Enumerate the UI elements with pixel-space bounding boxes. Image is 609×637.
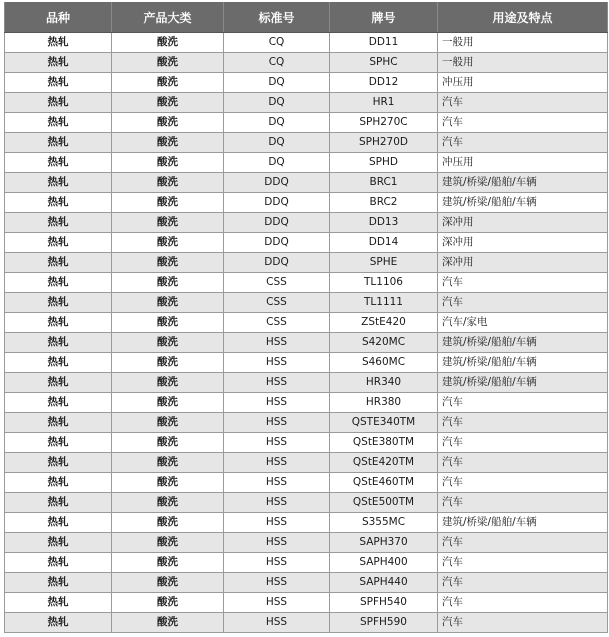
cell-category: 酸洗 xyxy=(112,233,224,253)
cell-category: 酸洗 xyxy=(112,433,224,453)
cell-usage: 汽车 xyxy=(438,453,608,473)
cell-grade: BRC1 xyxy=(330,173,438,193)
cell-usage: 汽车/家电 xyxy=(438,313,608,333)
cell-standard: HSS xyxy=(224,553,330,573)
cell-category: 酸洗 xyxy=(112,393,224,413)
cell-grade: BRC2 xyxy=(330,193,438,213)
cell-usage: 汽车 xyxy=(438,493,608,513)
table-row xyxy=(5,393,608,413)
cell-grade: SPFH540 xyxy=(330,593,438,613)
cell-standard: DQ xyxy=(224,113,330,133)
cell-kind: 热轧 xyxy=(5,593,112,613)
cell-category: 酸洗 xyxy=(112,73,224,93)
table-row xyxy=(5,53,608,73)
table-row xyxy=(5,233,608,253)
cell-grade: HR380 xyxy=(330,393,438,413)
header-kind: 品种 xyxy=(5,2,112,33)
cell-category: 酸洗 xyxy=(112,53,224,73)
cell-grade: SPHC xyxy=(330,53,438,73)
cell-usage: 建筑/桥梁/船舶/车辆 xyxy=(438,193,608,213)
cell-standard: CQ xyxy=(224,53,330,73)
cell-grade: TL1106 xyxy=(330,273,438,293)
cell-standard: HSS xyxy=(224,433,330,453)
cell-usage: 汽车 xyxy=(438,133,608,153)
table-body xyxy=(5,33,608,633)
cell-grade: HR1 xyxy=(330,93,438,113)
table-row xyxy=(5,193,608,213)
cell-grade: SPHE xyxy=(330,253,438,273)
cell-kind: 热轧 xyxy=(5,293,112,313)
cell-standard: HSS xyxy=(224,333,330,353)
cell-standard: HSS xyxy=(224,393,330,413)
cell-grade: SAPH400 xyxy=(330,553,438,573)
cell-kind: 热轧 xyxy=(5,253,112,273)
cell-grade: QStE420TM xyxy=(330,453,438,473)
cell-standard: CSS xyxy=(224,273,330,293)
cell-grade: SAPH370 xyxy=(330,533,438,553)
cell-standard: DDQ xyxy=(224,233,330,253)
cell-usage: 汽车 xyxy=(438,273,608,293)
cell-kind: 热轧 xyxy=(5,613,112,633)
cell-category: 酸洗 xyxy=(112,93,224,113)
cell-category: 酸洗 xyxy=(112,113,224,133)
cell-usage: 建筑/桥梁/船舶/车辆 xyxy=(438,373,608,393)
cell-usage: 深冲用 xyxy=(438,213,608,233)
cell-kind: 热轧 xyxy=(5,453,112,473)
cell-category: 酸洗 xyxy=(112,453,224,473)
table-row xyxy=(5,73,608,93)
cell-standard: HSS xyxy=(224,593,330,613)
header-usage: 用途及特点 xyxy=(438,2,608,33)
cell-category: 酸洗 xyxy=(112,173,224,193)
table-row xyxy=(5,153,608,173)
table-row xyxy=(5,593,608,613)
cell-usage: 深冲用 xyxy=(438,253,608,273)
cell-category: 酸洗 xyxy=(112,253,224,273)
table-row xyxy=(5,173,608,193)
cell-kind: 热轧 xyxy=(5,333,112,353)
table-row xyxy=(5,93,608,113)
cell-usage: 汽车 xyxy=(438,393,608,413)
cell-kind: 热轧 xyxy=(5,273,112,293)
cell-grade: QStE460TM xyxy=(330,473,438,493)
cell-standard: DDQ xyxy=(224,193,330,213)
cell-usage: 汽车 xyxy=(438,433,608,453)
table-row xyxy=(5,133,608,153)
cell-usage: 冲压用 xyxy=(438,153,608,173)
table-row xyxy=(5,213,608,233)
cell-kind: 热轧 xyxy=(5,433,112,453)
table-row xyxy=(5,413,608,433)
cell-category: 酸洗 xyxy=(112,313,224,333)
cell-category: 酸洗 xyxy=(112,153,224,173)
cell-kind: 热轧 xyxy=(5,113,112,133)
table-row xyxy=(5,433,608,453)
cell-grade: SPH270C xyxy=(330,113,438,133)
cell-usage: 建筑/桥梁/船舶/车辆 xyxy=(438,353,608,373)
table-row xyxy=(5,313,608,333)
cell-standard: DDQ xyxy=(224,173,330,193)
cell-standard: CSS xyxy=(224,313,330,333)
cell-category: 酸洗 xyxy=(112,573,224,593)
cell-category: 酸洗 xyxy=(112,373,224,393)
cell-standard: DQ xyxy=(224,153,330,173)
cell-kind: 热轧 xyxy=(5,513,112,533)
cell-kind: 热轧 xyxy=(5,413,112,433)
cell-grade: S355MC xyxy=(330,513,438,533)
table-header xyxy=(5,2,608,33)
table-row xyxy=(5,513,608,533)
cell-grade: DD13 xyxy=(330,213,438,233)
table-row xyxy=(5,113,608,133)
cell-category: 酸洗 xyxy=(112,133,224,153)
cell-standard: CQ xyxy=(224,33,330,53)
cell-grade: S460MC xyxy=(330,353,438,373)
cell-usage: 建筑/桥梁/船舶/车辆 xyxy=(438,333,608,353)
cell-kind: 热轧 xyxy=(5,173,112,193)
cell-usage: 建筑/桥梁/船舶/车辆 xyxy=(438,173,608,193)
cell-category: 酸洗 xyxy=(112,193,224,213)
cell-usage: 建筑/桥梁/船舶/车辆 xyxy=(438,513,608,533)
cell-kind: 热轧 xyxy=(5,353,112,373)
cell-kind: 热轧 xyxy=(5,73,112,93)
cell-grade: S420MC xyxy=(330,333,438,353)
cell-category: 酸洗 xyxy=(112,293,224,313)
cell-standard: HSS xyxy=(224,493,330,513)
cell-usage: 一般用 xyxy=(438,33,608,53)
cell-category: 酸洗 xyxy=(112,493,224,513)
cell-usage: 汽车 xyxy=(438,553,608,573)
cell-category: 酸洗 xyxy=(112,353,224,373)
table-row xyxy=(5,353,608,373)
cell-grade: HR340 xyxy=(330,373,438,393)
cell-usage: 汽车 xyxy=(438,473,608,493)
cell-grade: QStE500TM xyxy=(330,493,438,513)
cell-standard: HSS xyxy=(224,413,330,433)
table-row xyxy=(5,33,608,53)
header-row xyxy=(5,2,608,33)
header-grade: 牌号 xyxy=(330,2,438,33)
cell-category: 酸洗 xyxy=(112,273,224,293)
cell-category: 酸洗 xyxy=(112,413,224,433)
table-row xyxy=(5,613,608,633)
table-row xyxy=(5,293,608,313)
cell-standard: HSS xyxy=(224,513,330,533)
cell-category: 酸洗 xyxy=(112,593,224,613)
cell-kind: 热轧 xyxy=(5,233,112,253)
cell-standard: CSS xyxy=(224,293,330,313)
steel-grade-table xyxy=(4,2,608,633)
cell-grade: DD14 xyxy=(330,233,438,253)
table-row xyxy=(5,373,608,393)
table-row xyxy=(5,273,608,293)
cell-kind: 热轧 xyxy=(5,393,112,413)
cell-kind: 热轧 xyxy=(5,493,112,513)
cell-standard: HSS xyxy=(224,533,330,553)
table-row xyxy=(5,553,608,573)
cell-kind: 热轧 xyxy=(5,313,112,333)
cell-grade: SPHD xyxy=(330,153,438,173)
cell-usage: 汽车 xyxy=(438,533,608,553)
table-row xyxy=(5,533,608,553)
cell-kind: 热轧 xyxy=(5,93,112,113)
cell-category: 酸洗 xyxy=(112,473,224,493)
cell-usage: 汽车 xyxy=(438,573,608,593)
cell-kind: 热轧 xyxy=(5,53,112,73)
cell-grade: TL1111 xyxy=(330,293,438,313)
cell-standard: DDQ xyxy=(224,213,330,233)
cell-standard: DQ xyxy=(224,93,330,113)
cell-kind: 热轧 xyxy=(5,213,112,233)
cell-standard: HSS xyxy=(224,373,330,393)
cell-standard: DQ xyxy=(224,73,330,93)
cell-category: 酸洗 xyxy=(112,553,224,573)
cell-kind: 热轧 xyxy=(5,553,112,573)
table-row xyxy=(5,493,608,513)
table-row xyxy=(5,253,608,273)
cell-standard: HSS xyxy=(224,473,330,493)
cell-standard: HSS xyxy=(224,453,330,473)
table-row xyxy=(5,573,608,593)
cell-usage: 深冲用 xyxy=(438,233,608,253)
cell-usage: 冲压用 xyxy=(438,73,608,93)
cell-kind: 热轧 xyxy=(5,573,112,593)
cell-standard: HSS xyxy=(224,613,330,633)
cell-standard: HSS xyxy=(224,573,330,593)
cell-category: 酸洗 xyxy=(112,33,224,53)
cell-usage: 汽车 xyxy=(438,93,608,113)
cell-grade: DD11 xyxy=(330,33,438,53)
cell-grade: QStE380TM xyxy=(330,433,438,453)
cell-category: 酸洗 xyxy=(112,533,224,553)
cell-grade: SPH270D xyxy=(330,133,438,153)
cell-usage: 汽车 xyxy=(438,113,608,133)
header-category: 产品大类 xyxy=(112,2,224,33)
cell-kind: 热轧 xyxy=(5,33,112,53)
cell-kind: 热轧 xyxy=(5,193,112,213)
cell-grade: DD12 xyxy=(330,73,438,93)
table-row xyxy=(5,453,608,473)
cell-standard: DQ xyxy=(224,133,330,153)
cell-kind: 热轧 xyxy=(5,153,112,173)
cell-category: 酸洗 xyxy=(112,333,224,353)
cell-usage: 汽车 xyxy=(438,413,608,433)
header-standard: 标准号 xyxy=(224,2,330,33)
cell-kind: 热轧 xyxy=(5,533,112,553)
cell-usage: 汽车 xyxy=(438,613,608,633)
cell-grade: QSTE340TM xyxy=(330,413,438,433)
cell-grade: ZStE420 xyxy=(330,313,438,333)
cell-standard: HSS xyxy=(224,353,330,373)
cell-usage: 汽车 xyxy=(438,593,608,613)
cell-kind: 热轧 xyxy=(5,473,112,493)
cell-category: 酸洗 xyxy=(112,213,224,233)
cell-category: 酸洗 xyxy=(112,513,224,533)
cell-kind: 热轧 xyxy=(5,133,112,153)
cell-kind: 热轧 xyxy=(5,373,112,393)
cell-standard: DDQ xyxy=(224,253,330,273)
cell-category: 酸洗 xyxy=(112,613,224,633)
cell-grade: SAPH440 xyxy=(330,573,438,593)
cell-usage: 汽车 xyxy=(438,293,608,313)
cell-usage: 一般用 xyxy=(438,53,608,73)
table-row xyxy=(5,333,608,353)
table-row xyxy=(5,473,608,493)
cell-grade: SPFH590 xyxy=(330,613,438,633)
